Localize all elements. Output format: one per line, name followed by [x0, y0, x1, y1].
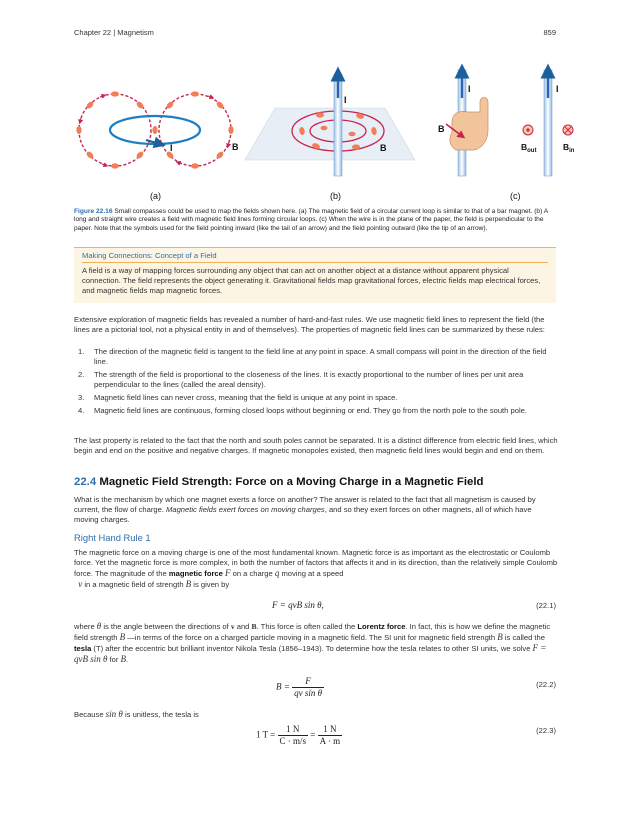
equation-22-2: B = $\frac{F}{\text{qv sin θ}}$	[276, 676, 322, 698]
last-property-paragraph: The last property is related to the fact that the north and south poles cannot be separated. It is a distinct difference from electric field lines, which begin and end on the positive and negative charges. If magnetic monopoles existed, then magnetic field lines would begin and end on them.	[74, 436, 558, 455]
plane	[245, 108, 415, 160]
figure-22-16	[60, 58, 580, 208]
label-i-c1: I	[468, 84, 471, 94]
making-connections-callout	[74, 247, 556, 303]
rule-item: 1. The direction of the magnetic field is tangent to the field line at any point in space. A small compass will point in the direction of the field line.	[78, 347, 547, 366]
magnetic-field-figure	[60, 58, 580, 208]
label-b-b: B	[380, 143, 387, 153]
page-number: 859	[543, 28, 556, 37]
equation-22-1: F = qvB sin θ,	[272, 600, 324, 610]
chapter-header: Chapter 22 | Magnetism	[74, 28, 154, 37]
label-b-c: B	[438, 124, 445, 134]
section-number: 22.4	[74, 476, 97, 488]
figure-caption-id: Figure 22.16	[74, 208, 113, 215]
equation-22-3: 1 T = $\frac{1 N}{C \cdot m/s}$ = $\frac{1 N}{A \cdot m}$	[256, 724, 341, 746]
subsection-heading: Right Hand Rule 1	[74, 532, 151, 543]
label-b-out: $B_{out}$	[521, 142, 537, 154]
callout-divider	[82, 262, 548, 263]
section-heading	[74, 476, 484, 488]
panel-label-a: (a)	[150, 191, 161, 201]
panel-label-b: (b)	[330, 191, 341, 201]
section-intro-paragraph: What is the mechanism by which one magnet exerts a force on another? The answer is related to the fact that all magnetism is caused by current, the flow of charge. Magnetic fields exert forces on moving charges, and so they exert forces on other magnets, all of which have moving charges.	[74, 495, 536, 524]
panel-label-c: (c)	[510, 191, 521, 201]
callout-body: A field is a way of mapping forces surrounding any object that can act on another object at a distance without apparent physical connection. The field represents the object generating it. Gravitational fields map gravitational forces, electric fields map electrical forces, and magnetic fields map magnetic forces.	[82, 266, 541, 295]
equation-number-22-3: (22.3)	[536, 726, 556, 735]
label-i-a: I	[170, 143, 173, 153]
panel-b-straight-wire	[245, 74, 415, 176]
intro-paragraph: Extensive exploration of magnetic fields has revealed a number of hard-and-fast rules. We use magnetic field lines to represent the field (the lines are a pictorial tool, not a physical entity in and of themselves). The properties of magnetic field lines can be summarized by these rules:	[74, 315, 545, 334]
compasses-a	[76, 91, 233, 168]
figure-caption	[74, 208, 556, 233]
because-paragraph: Because sin θ is unitless, the tesla is	[74, 709, 199, 719]
panel-a-current-loop	[76, 91, 239, 168]
callout-title: Making Connections: Concept of a Field	[82, 251, 217, 260]
rule-item: 2. The strength of the field is proportional to the closeness of the lines. It is exactly proportional to the number of lines per unit area perpendicular to the lines (called the areal density).	[78, 370, 524, 389]
label-i-b: I	[344, 95, 347, 105]
figure-caption-text: Small compasses could be used to map the fields shown here. (a) The magnetic field of a circular current loop is similar to that of a bar magnet. (b) A long and straight wire creates a field with magnetic field lines forming circular loops. (c) When the wire is in the plane of the paper, the field is perpendicular to the paper. Note that the symbols used for the field pointing inward (like the tail of an arrow) and the field pointing outward (like the tip of an arrow).	[74, 208, 548, 232]
label-b-in: $B_{in}$	[563, 142, 575, 154]
right-hand	[450, 98, 488, 151]
rule-item: 3. Magnetic field lines can never cross, meaning that the field is unique at any point in space.	[78, 393, 398, 402]
lorentz-paragraph: where θ is the angle between the directions of v and B. This force is often called the Lorentz force. In fact, this is how we define the magnetic field strength B —in terms of the force on a charged particle moving in a magnetic field. The SI unit for magnetic field strength B is called the tesla (T) after the eccentric but brilliant inventor Nikola Tesla (1856–1943). To determine how the tesla relates to other SI units, we solve F = qvB sin θ for B.	[74, 621, 551, 664]
rule-item: 4. Magnetic field lines are continuous, forming closed loops without beginning or end. They go from the north pole to the south pole.	[78, 406, 527, 415]
panel-c-right-hand-rule	[438, 70, 575, 176]
section-title: Magnetic Field Strength: Force on a Moving Charge in a Magnetic Field	[96, 476, 484, 488]
equation-number-22-2: (22.2)	[536, 680, 556, 689]
equation-number-22-1: (22.1)	[536, 601, 556, 610]
label-b-a: B	[232, 142, 239, 152]
magnetic-force-paragraph: The magnetic force on a moving charge is one of the most fundamental known. Magnetic force is as important as the electrostatic or Coulomb force. Yet the magnetic force is more complex, in both the number of factors that affects it and in its direction, than the relatively simple Coulomb force. The magnitude of the magnetic force F on a charge q moving at a speed v in a magnetic field of strength B is given by	[74, 548, 558, 589]
field-line-rules	[74, 347, 558, 419]
label-i-c2: I	[556, 84, 559, 94]
